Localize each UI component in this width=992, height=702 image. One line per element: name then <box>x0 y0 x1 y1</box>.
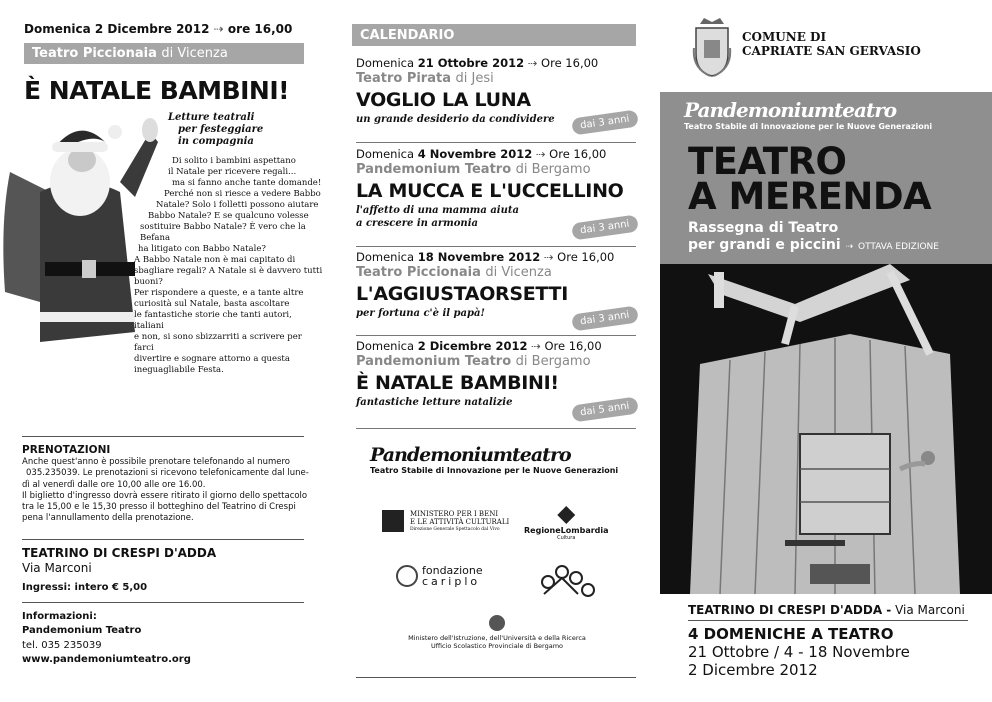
age-badge: dai 3 anni <box>572 215 639 241</box>
event-time: Ore 16,00 <box>544 339 602 353</box>
dates-line: 21 Ottobre / 4 - 18 Novembre <box>688 643 910 661</box>
story-line: Perché non si riesce a vedere Babbo <box>164 189 321 199</box>
festival-title-line: TEATRO <box>688 140 847 183</box>
divider <box>356 428 636 429</box>
miur-logo <box>392 615 602 650</box>
reservations-line: Il biglietto d'ingresso dovrà essere ritirato il giorno dello spettacolo <box>22 490 308 501</box>
intro-line: Letture teatrali <box>168 112 255 123</box>
story-line: A Babbo Natale non è mai capitato di <box>134 255 296 265</box>
event-day: Domenica <box>356 147 418 161</box>
story-line: ineguagliabile Festa. <box>134 365 224 375</box>
event-time: ore 16,00 <box>227 22 293 36</box>
venue-street: Via Marconi <box>22 561 92 575</box>
venue-name: TEATRINO DI CRESPI D'ADDA <box>22 546 217 560</box>
ministero-line: MINISTERO PER I BENI <box>410 510 499 518</box>
story-line: curiosità sul Natale, basta ascoltare <box>134 299 290 309</box>
event-title: È NATALE BAMBINI! <box>356 372 559 394</box>
pandemonium-wordmark: Pandemoniumteatro <box>370 444 571 466</box>
event-theater <box>356 162 638 177</box>
subtitle-line: per fortuna c'è il papà! <box>356 308 485 319</box>
info-phone: tel. 035 235039 <box>22 640 102 651</box>
event-title: LA MUCCA E L'UCCELLINO <box>356 180 624 202</box>
intro-line: per festeggiare <box>178 124 264 135</box>
story-line: Babbo Natale? E se qualcuno volesse <box>148 211 309 221</box>
event-theater <box>356 354 638 369</box>
fondazione-line: fondazione <box>422 564 483 577</box>
event-date: Domenica 2 Dicembre 2012 <box>24 22 210 36</box>
people-circle-logo-icon <box>538 564 598 598</box>
reservations-line: dì al venerdì dalle ore 10,00 alle ore 16.00. <box>22 479 206 490</box>
regione-name: RegioneLombardia <box>524 526 609 535</box>
story-line: Di solito i bambini aspettano <box>172 156 296 166</box>
event-title: VOGLIO LA LUNA <box>356 89 531 111</box>
miur-line: Ministero dell'Istruzione, dell'Università e della Ricerca <box>408 634 586 642</box>
edition-label: OTTAVA EDIZIONE <box>857 242 939 252</box>
sundays-headline: 4 DOMENICHE A TEATRO <box>688 625 894 643</box>
event-date-line <box>356 147 638 161</box>
event-subtitle <box>356 113 556 126</box>
dates-line: 2 Dicembre 2012 <box>688 661 818 679</box>
event-date-line <box>356 56 638 70</box>
theater-bar <box>24 43 304 64</box>
info-website: www.pandemoniumteatro.org <box>22 654 191 665</box>
theater-city: di Vicenza <box>161 46 228 61</box>
divider <box>22 436 304 437</box>
fondazione-cariplo-logo <box>396 565 483 587</box>
event-date-line <box>356 339 638 353</box>
cover-panel <box>660 0 992 702</box>
reservations-line: tra le 15,00 e le 15,30 presso il botteghino del Teatrino di Crespi <box>22 502 296 513</box>
republic-emblem-icon <box>489 615 505 631</box>
divider <box>356 677 636 678</box>
regione-text <box>524 526 609 541</box>
story-line: e non, si sono sbizzarriti a scrivere per farci <box>134 332 302 353</box>
calendar-header: CALENDARIO <box>352 24 636 46</box>
intro-line: in compagnia <box>178 136 254 147</box>
festival-subtitle-line: per grandi e piccini <box>688 237 841 253</box>
reservations-line: 035.235039. Le prenotazioni si ricevono telefonicamente dal lune- <box>26 468 309 479</box>
ministero-subline: Direzione Generale Spettacolo dal Vivo <box>410 527 500 532</box>
reservations-title: PRENOTAZIONI <box>22 444 111 456</box>
event-theater <box>356 71 638 86</box>
divider <box>22 602 304 603</box>
show-title: È NATALE BAMBINI! <box>24 76 290 105</box>
divider <box>356 335 636 336</box>
story-line: il Natale per ricevere regali... <box>168 167 297 177</box>
event-subtitle <box>356 307 556 320</box>
reservations-line: Anche quest'anno è possibile prenotare telefonando al numero <box>22 457 290 467</box>
subtitle-line: l'affetto di una mamma aiuta <box>356 205 519 216</box>
reservations-line: pena l'annullamento della prenotazione. <box>22 513 194 524</box>
event-subtitle <box>356 204 556 230</box>
regione-lombardia-logo <box>524 506 609 541</box>
calendar-panel <box>352 0 642 702</box>
arrow-icon: ⇢ <box>845 242 854 252</box>
theater-name: Teatro Piccionaia <box>356 265 481 280</box>
pandemonium-logo <box>370 444 618 475</box>
pandemonium-tagline: Teatro Stabile di Innovazione per le Nuove Generazioni <box>684 122 933 131</box>
event-date-line <box>24 22 292 36</box>
age-badge: dai 3 anni <box>572 110 639 136</box>
event-day: Domenica <box>356 56 418 70</box>
intro-text <box>168 112 263 148</box>
reservations-text <box>22 457 312 525</box>
arrow-icon: ⇢ <box>543 250 554 264</box>
pandemonium-wordmark: Pandemoniumteatro <box>684 98 897 122</box>
age-badge: dai 3 anni <box>572 306 639 332</box>
ministero-line: E LE ATTIVITÀ CULTURALI <box>410 518 510 526</box>
event-date: 2 Dicembre 2012 <box>417 339 528 353</box>
story-line: buoni? <box>134 277 163 287</box>
story-line: Natale? Solo i folletti possono aiutare <box>156 200 319 210</box>
arrow-icon: ⇢ <box>531 339 541 353</box>
event-theater <box>356 265 638 280</box>
event-time: Ore 16,00 <box>541 56 599 70</box>
event-date: 21 Ottobre 2012 <box>417 56 525 70</box>
ministero-emblem-icon <box>382 510 404 532</box>
venue-name: TEATRINO DI CRESPI D'ADDA - <box>688 603 892 617</box>
regione-subline: Cultura <box>557 535 576 541</box>
event-subtitle <box>356 396 556 409</box>
venue-street: Via Marconi <box>895 603 965 617</box>
arrow-icon: ⇢ <box>213 22 224 36</box>
theater-name: Teatro Piccionaia <box>32 46 157 61</box>
calendar-event <box>356 56 638 132</box>
festival-subtitle-line: Rassegna di Teatro <box>688 220 839 236</box>
story-line: sostituire Babbo Natale? È vero che la Befana <box>140 222 306 243</box>
calendar-event <box>356 147 638 237</box>
story-line: divertire e sognare attorno a questa <box>134 354 290 364</box>
divider <box>688 620 968 621</box>
municipality-line: COMUNE DI <box>742 30 827 44</box>
town-crest-icon <box>692 18 732 78</box>
fondazione-text <box>422 565 483 587</box>
fondazione-emblem-icon <box>396 565 418 587</box>
pandemonium-tagline: Teatro Stabile di Innovazione per le Nuove Generazioni <box>370 466 619 475</box>
theater-name: Teatro Pirata <box>356 71 451 86</box>
subtitle-line: a crescere in armonia <box>356 218 478 229</box>
event-date: 4 Novembre 2012 <box>417 147 533 161</box>
theater-city: di Vicenza <box>485 265 552 280</box>
age-badge: dai 5 anni <box>572 397 639 423</box>
arrow-icon: ⇢ <box>527 56 538 70</box>
theater-city: di Bergamo <box>515 162 591 177</box>
ministero-logo <box>382 510 512 534</box>
story-line: le fantastiche storie che tanti autori, italiani <box>134 310 292 331</box>
event-day: Domenica <box>356 339 418 353</box>
story-line: Per rispondere a queste, e a tante altre <box>134 288 304 298</box>
calendar-event <box>356 339 638 419</box>
theater-name: Pandemonium Teatro <box>356 162 512 177</box>
event-time: Ore 16,00 <box>549 147 607 161</box>
festival-subtitle <box>688 220 939 256</box>
miur-line: Ufficio Scolastico Provinciale di Bergamo <box>430 642 564 650</box>
theater-city: di Bergamo <box>515 354 591 369</box>
info-title: Informazioni: <box>22 611 97 622</box>
divider <box>356 246 636 247</box>
wooden-house-photo <box>660 264 992 594</box>
fondazione-line: cariplo <box>422 575 481 588</box>
event-date-line <box>356 250 638 264</box>
story-line: sbagliare regali? A Natale si è davvero tutti <box>134 266 323 276</box>
cover-title-block <box>660 92 992 264</box>
divider <box>356 142 636 143</box>
municipality-name <box>742 30 921 58</box>
subtitle-line: fantastiche letture natalizie <box>356 397 513 408</box>
calendar-event <box>356 250 638 328</box>
back-panel <box>0 0 330 702</box>
rosa-camuna-icon <box>557 506 575 524</box>
festival-title <box>688 140 932 218</box>
ticket-price: Ingressi: intero € 5,00 <box>22 582 148 593</box>
theater-name: Pandemonium Teatro <box>356 354 512 369</box>
event-time: Ore 16,00 <box>557 250 615 264</box>
pandemonium-logo <box>684 98 932 131</box>
municipality-line: CAPRIATE SAN GERVASIO <box>742 44 921 58</box>
cover-hero <box>660 92 992 594</box>
info-organization: Pandemonium Teatro <box>22 625 142 636</box>
festival-title-line: A MERENDA <box>688 175 932 218</box>
subtitle-line: un grande desiderio da condividere <box>356 114 555 125</box>
story-line: ma si fanno anche tante domande! <box>172 178 322 188</box>
event-date: 18 Novembre 2012 <box>417 250 541 264</box>
ministero-text <box>410 510 509 534</box>
event-title: L'AGGIUSTAORSETTI <box>356 283 568 305</box>
story-text <box>134 156 324 376</box>
venue-line <box>688 603 965 617</box>
arrow-icon: ⇢ <box>535 147 546 161</box>
event-day: Domenica <box>356 250 418 264</box>
story-line: ha litigato con Babbo Natale? <box>138 244 266 254</box>
divider <box>22 539 304 540</box>
theater-city: di Jesi <box>455 71 494 86</box>
